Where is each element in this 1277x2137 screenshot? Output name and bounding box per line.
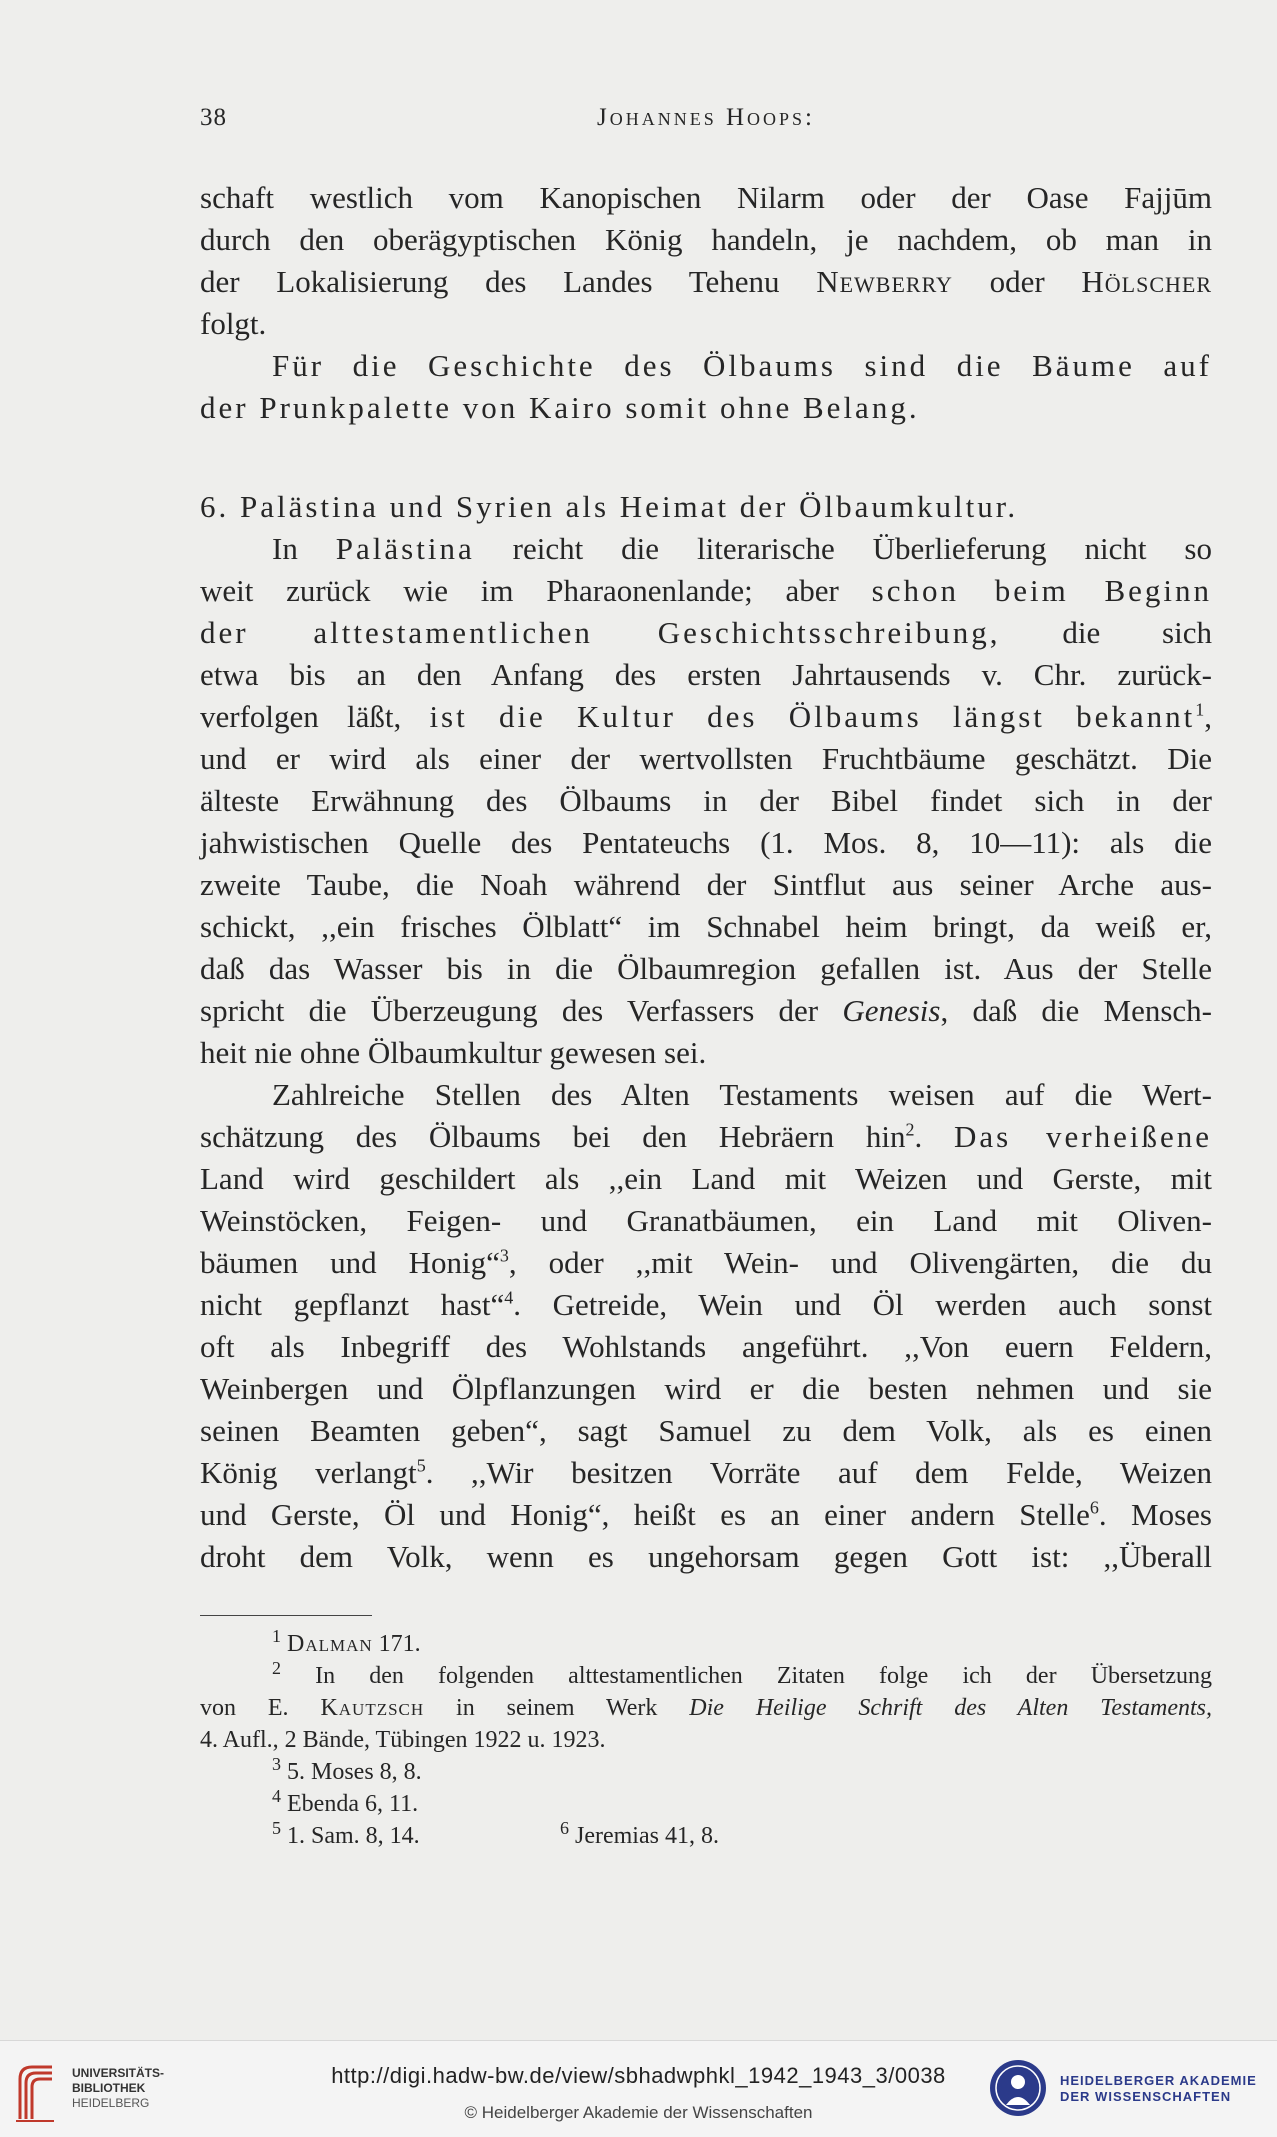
text-line xyxy=(200,1453,1212,1493)
text-run: Land wird geschildert als ,,ein Land mit Weizen und Gerste, mit xyxy=(200,1161,1212,1196)
footnote-marker: 5 xyxy=(272,1818,281,1838)
text-run: der Lokalisierung des Landes Tehenu xyxy=(200,264,817,299)
text-line xyxy=(200,1243,1212,1283)
text-run: . Moses xyxy=(1098,1497,1212,1532)
text-run: 1. Sam. 8, 14. xyxy=(281,1823,420,1849)
permalink-url[interactable]: http://digi.hadw-bw.de/view/sbhadwphkl_1942_1943_3/0038 xyxy=(331,2063,946,2088)
text-run: daß das Wasser bis in die Ölbaumregion gefallen ist. Aus der Stelle xyxy=(200,951,1212,986)
academy-name-line-2: DER WISSENSCHAFTEN xyxy=(1060,2089,1232,2104)
footnote-marker: 1 xyxy=(272,1626,281,1646)
text-run: 6. Palästina und Syrien als Heimat der Ölbaumkultur. xyxy=(200,489,1019,524)
text-run: verfolgen läßt, xyxy=(200,699,430,734)
text-line xyxy=(200,1159,1212,1199)
footnote-line xyxy=(200,1724,1212,1756)
text-run: schaft westlich vom Kanopischen Nilarm oder der Oase Fajjūm xyxy=(200,180,1212,215)
text-run: schickt, ,,ein frisches Ölblatt“ im Schnabel heim bringt, da weiß er, xyxy=(200,909,1212,944)
text-run: 4. Aufl., 2 Bände, Tübingen 1922 u. 1923. xyxy=(200,1727,606,1753)
text-run: Das verheißene xyxy=(954,1119,1212,1154)
text-run: . Getreide, Wein und Öl werden auch sonst xyxy=(513,1287,1212,1322)
footnote-line xyxy=(272,1756,1212,1788)
text-run: , daß die Mensch- xyxy=(940,993,1212,1028)
text-line xyxy=(200,220,1212,260)
text-run: Kautzsch xyxy=(320,1695,425,1721)
text-line xyxy=(200,1201,1212,1241)
text-line xyxy=(200,1327,1212,1367)
footnote-line xyxy=(272,1660,1212,1692)
text-run: schon beim Beginn xyxy=(871,573,1212,608)
text-run: . xyxy=(914,1119,955,1154)
text-line xyxy=(200,907,1212,947)
text-run: spricht die Überzeugung des Verfassers der xyxy=(200,993,843,1028)
text-run: in seinem Werk xyxy=(424,1695,690,1721)
text-run: In xyxy=(272,531,336,566)
academy-seal-icon[interactable] xyxy=(988,2055,1048,2121)
text-run: Dalman xyxy=(287,1631,373,1657)
text-run: Weinstöcken, Feigen- und Granatbäumen, ein Land mit Oliven- xyxy=(200,1203,1212,1238)
text-line xyxy=(272,529,1212,569)
page-header xyxy=(200,104,1212,140)
text-line xyxy=(200,262,1212,302)
text-run: Die Heilige Schrift des Alten Testaments, xyxy=(689,1695,1213,1721)
text-line xyxy=(272,1075,1212,1115)
footnote-line xyxy=(272,1788,1212,1820)
text-run: König verlangt xyxy=(200,1455,417,1490)
text-line xyxy=(200,1495,1212,1535)
footnote-rule xyxy=(200,1615,372,1616)
text-run: In den folgenden alttestamentlichen Zitaten folge ich der Übersetzung xyxy=(281,1663,1212,1689)
footnote-marker: 1 xyxy=(1195,699,1205,720)
footnote-marker: 4 xyxy=(504,1287,514,1308)
text-line xyxy=(200,178,1212,218)
footnote-marker: 6 xyxy=(1089,1497,1099,1518)
copyright-notice: © Heidelberger Akademie der Wissenschaften xyxy=(464,2103,813,2122)
text-run: durch den oberägyptischen König handeln, je nachdem, ob man in xyxy=(200,222,1212,257)
text-run: zweite Taube, die Noah während der Sintflut aus seiner Arche aus- xyxy=(200,867,1212,902)
text-run: droht dem Volk, wenn es ungehorsam gegen Gott ist: ,,Überall xyxy=(200,1539,1212,1574)
viewer-footer xyxy=(0,2040,1277,2137)
text-line xyxy=(200,781,1212,821)
text-line xyxy=(200,1117,1212,1157)
footnote-line xyxy=(200,1692,1212,1724)
text-run: Hölscher xyxy=(1081,264,1212,299)
footnote-marker: 3 xyxy=(272,1754,281,1774)
text-line xyxy=(272,346,1212,386)
text-line xyxy=(200,304,1212,344)
text-line xyxy=(200,823,1212,863)
footnote-marker: 5 xyxy=(416,1455,426,1476)
text-run: oft als Inbegriff des Wohlstands angeführt. ,,Von euern Feldern, xyxy=(200,1329,1212,1364)
footnote-marker: 2 xyxy=(905,1119,915,1140)
text-run: Genesis xyxy=(842,993,941,1028)
text-line xyxy=(200,991,1212,1031)
text-run: oder xyxy=(952,264,1082,299)
text-run: der alttestamentlichen Geschichtsschreibung, xyxy=(200,615,1001,650)
text-line xyxy=(200,1033,1212,1073)
text-run: von E. xyxy=(200,1695,321,1721)
text-run: weit zurück wie im Pharaonenlande; aber xyxy=(200,573,872,608)
text-line xyxy=(200,613,1212,653)
text-line xyxy=(200,388,1212,428)
text-line xyxy=(200,1285,1212,1325)
text-line xyxy=(200,1537,1212,1577)
text-run: älteste Erwähnung des Ölbaums in der Bibel findet sich in der xyxy=(200,783,1212,818)
text-run: und Gerste, Öl und Honig“, heißt es an einer andern Stelle xyxy=(200,1497,1090,1532)
text-run: seinen Beamten geben“, sagt Samuel zu dem Volk, als es einen xyxy=(200,1413,1212,1448)
footnote-marker: 6 xyxy=(560,1818,569,1838)
text-run: 171. xyxy=(372,1631,421,1657)
text-run: und er wird als einer der wertvollsten Fruchtbäume geschätzt. Die xyxy=(200,741,1212,776)
text-run: der Prunkpalette von Kairo somit ohne Belang. xyxy=(200,390,920,425)
ub-name-line-3: HEIDELBERG xyxy=(72,2096,150,2110)
text-run: schätzung des Ölbaums bei den Hebräern hin xyxy=(200,1119,906,1154)
text-run: Jeremias 41, 8. xyxy=(569,1823,719,1849)
text-run: etwa bis an den Anfang des ersten Jahrtausends v. Chr. zurück- xyxy=(200,657,1212,692)
footnote-marker: 4 xyxy=(272,1786,281,1806)
text-line xyxy=(200,1411,1212,1451)
text-run: heit nie ohne Ölbaumkultur gewesen sei. xyxy=(200,1035,707,1070)
academy-name xyxy=(1060,2073,1257,2105)
text-run: Ebenda 6, 11. xyxy=(281,1791,419,1817)
text-run: Newberry xyxy=(816,264,953,299)
footnote-line xyxy=(272,1628,1212,1660)
text-run: reicht die literarische Überlieferung nicht so xyxy=(474,531,1212,566)
running-title: Johannes Hoops: xyxy=(597,104,815,131)
text-run: ist die Kultur des Ölbaums längst bekannt xyxy=(429,699,1196,734)
text-run: die sich xyxy=(1000,615,1212,650)
text-line xyxy=(200,655,1212,695)
page-number: 38 xyxy=(200,104,227,131)
text-line xyxy=(200,949,1212,989)
text-run: Weinbergen und Ölpflanzungen wird er die besten nehmen und sie xyxy=(200,1371,1212,1406)
text-run: Für die Geschichte des Ölbaums sind die Bäume auf xyxy=(272,348,1212,383)
text-line xyxy=(200,697,1212,737)
footnote-marker: 2 xyxy=(272,1658,281,1678)
text-run: 5. Moses 8, 8. xyxy=(281,1759,422,1785)
text-line xyxy=(200,739,1212,779)
text-line xyxy=(200,865,1212,905)
text-run: , xyxy=(1204,699,1212,734)
text-run: . ,,Wir besitzen Vorräte auf dem Felde, Weizen xyxy=(425,1455,1212,1490)
text-line xyxy=(200,571,1212,611)
ub-name-line-1: UNIVERSITÄTS- xyxy=(72,2066,165,2080)
text-run: Palästina xyxy=(335,531,475,566)
text-line xyxy=(200,1369,1212,1409)
text-run: folgt. xyxy=(200,306,267,341)
text-line xyxy=(200,487,1212,527)
text-run: jahwistischen Quelle des Pentateuchs (1. Mos. 8, 10—11): als die xyxy=(200,825,1212,860)
academy-name-line-1: HEIDELBERGER AKADEMIE xyxy=(1060,2073,1257,2088)
footnote-marker: 3 xyxy=(499,1245,509,1266)
text-run: , oder ,,mit Wein- und Olivengärten, die du xyxy=(508,1245,1212,1280)
text-run: nicht gepflanzt hast“ xyxy=(200,1287,505,1322)
ub-name-line-2: BIBLIOTHEK xyxy=(72,2081,146,2095)
text-run: Zahlreiche Stellen des Alten Testaments weisen auf die Wert- xyxy=(272,1077,1212,1112)
footnote-line xyxy=(560,1820,1212,1852)
text-run: bäumen und Honig“ xyxy=(200,1245,500,1280)
